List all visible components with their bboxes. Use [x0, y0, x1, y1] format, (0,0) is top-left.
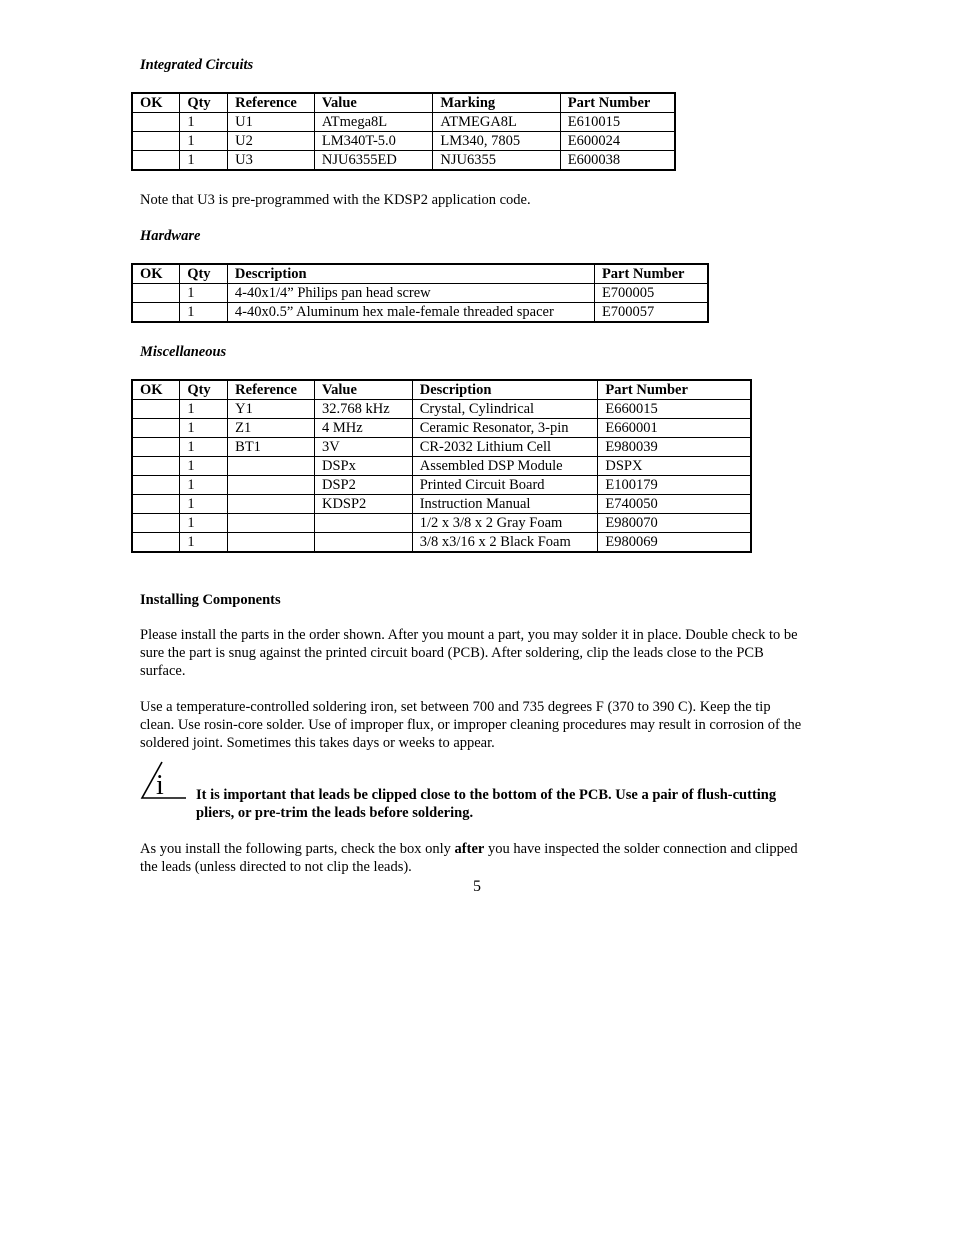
- install-section-title: Installing Components: [140, 592, 281, 608]
- table-cell: DSP2: [314, 476, 412, 495]
- table-cell: 4 MHz: [314, 419, 412, 438]
- table-cell: DSPx: [314, 457, 412, 476]
- column-header: Reference: [228, 93, 315, 113]
- table-cell: [228, 514, 315, 533]
- table-row: [132, 495, 751, 514]
- para3-end: you have inspected the solder connection and clipped the leads (unless directed to not clip the leads).: [140, 841, 798, 875]
- table-cell: LM340T-5.0: [314, 132, 432, 151]
- table-cell: Y1: [228, 400, 315, 419]
- ic-parts-table: [131, 92, 676, 171]
- misc-parts-table: [131, 379, 752, 553]
- table-cell: E980070: [598, 514, 751, 533]
- table-cell: 1: [180, 438, 228, 457]
- table-cell: 4-40x0.5” Aluminum hex male-female threaded spacer: [227, 303, 594, 323]
- ok-checkbox-cell[interactable]: [132, 400, 180, 419]
- table-cell: 1: [180, 303, 228, 323]
- column-header: Part Number: [560, 93, 675, 113]
- table-cell: 1: [180, 113, 228, 132]
- install-paragraph-1: Please install the parts in the order shown. After you mount a part, you may solder it in place. Double check to be sure the part is snug against the printed circuit board (PCB). After soldering, clip the leads close to the PCB surface.: [140, 627, 798, 679]
- table-cell: 1: [180, 419, 228, 438]
- warning-text: It is important that leads be clipped close to the bottom of the PCB. Use a pair of flush-cutting pliers, or pre-trim the leads before soldering.: [196, 787, 777, 821]
- ok-checkbox-cell[interactable]: [132, 438, 180, 457]
- ok-checkbox-cell[interactable]: [132, 533, 180, 553]
- column-header: OK: [132, 264, 180, 284]
- ok-checkbox-cell[interactable]: [132, 303, 180, 323]
- table-cell: [228, 457, 315, 476]
- table-row: [132, 533, 751, 553]
- warning-callout: [140, 760, 820, 830]
- column-header: OK: [132, 380, 180, 400]
- table-row: [132, 132, 675, 151]
- ok-checkbox-cell[interactable]: [132, 419, 180, 438]
- table-row: [132, 400, 751, 419]
- misc-section-title: Miscellaneous: [140, 344, 227, 360]
- table-cell: E600038: [560, 151, 675, 171]
- table-cell: DSPX: [598, 457, 751, 476]
- install-paragraph-3: [140, 840, 805, 876]
- table-cell: 1: [180, 284, 228, 303]
- hardware-parts-table: [131, 263, 709, 323]
- info-warning-icon: [140, 760, 188, 800]
- column-header: Part Number: [598, 380, 751, 400]
- table-cell: 1: [180, 400, 228, 419]
- table-cell: U1: [228, 113, 315, 132]
- table-cell: Z1: [228, 419, 315, 438]
- table-cell: [228, 476, 315, 495]
- table-cell: E700005: [594, 284, 708, 303]
- table-cell: 1: [180, 151, 228, 171]
- table-header-row: [132, 264, 708, 284]
- table-cell: 1: [180, 533, 228, 553]
- table-cell: NJU6355: [433, 151, 560, 171]
- column-header: OK: [132, 93, 180, 113]
- table-cell: E700057: [594, 303, 708, 323]
- column-header: Part Number: [594, 264, 708, 284]
- table-cell: E610015: [560, 113, 675, 132]
- column-header: Value: [314, 93, 432, 113]
- table-cell: E980069: [598, 533, 751, 553]
- table-header-row: [132, 380, 751, 400]
- table-cell: E100179: [598, 476, 751, 495]
- table-cell: KDSP2: [314, 495, 412, 514]
- column-header: Qty: [180, 93, 228, 113]
- table-cell: BT1: [228, 438, 315, 457]
- table-cell: 1: [180, 514, 228, 533]
- ok-checkbox-cell[interactable]: [132, 476, 180, 495]
- install-paragraph-2: Use a temperature-controlled soldering iron, set between 700 and 735 degrees F (370 to 390 C). Keep the tip clean. Use rosin-core solder. Use of improper flux, or improper cleaning procedures may result in corrosion of the soldered joint. Sometimes this takes days or weeks to appear.: [140, 699, 802, 751]
- table-cell: ATmega8L: [314, 113, 432, 132]
- ok-checkbox-cell[interactable]: [132, 457, 180, 476]
- table-cell: E740050: [598, 495, 751, 514]
- ok-checkbox-cell[interactable]: [132, 495, 180, 514]
- table-cell: 1: [180, 132, 228, 151]
- table-row: [132, 284, 708, 303]
- table-row: [132, 457, 751, 476]
- ic-note: Note that U3 is pre-programmed with the KDSP2 application code.: [140, 192, 531, 208]
- table-cell: [228, 533, 315, 553]
- table-cell: E600024: [560, 132, 675, 151]
- table-cell: Printed Circuit Board: [412, 476, 598, 495]
- ok-checkbox-cell[interactable]: [132, 514, 180, 533]
- para3-start: As you install the following parts, check the box only: [140, 841, 455, 857]
- table-row: [132, 113, 675, 132]
- table-cell: Crystal, Cylindrical: [412, 400, 598, 419]
- column-header: Marking: [433, 93, 560, 113]
- table-cell: 4-40x1/4” Philips pan head screw: [227, 284, 594, 303]
- ok-checkbox-cell[interactable]: [132, 151, 180, 171]
- table-cell: [314, 514, 412, 533]
- table-cell: E980039: [598, 438, 751, 457]
- table-cell: 1: [180, 495, 228, 514]
- table-cell: E660015: [598, 400, 751, 419]
- table-row: [132, 303, 708, 323]
- table-cell: 32.768 kHz: [314, 400, 412, 419]
- table-cell: [314, 533, 412, 553]
- table-row: [132, 438, 751, 457]
- table-cell: U2: [228, 132, 315, 151]
- table-cell: 1/2 x 3/8 x 2 Gray Foam: [412, 514, 598, 533]
- ok-checkbox-cell[interactable]: [132, 132, 180, 151]
- table-cell: U3: [228, 151, 315, 171]
- page-number: 5: [473, 878, 481, 895]
- ok-checkbox-cell[interactable]: [132, 113, 180, 132]
- table-row: [132, 514, 751, 533]
- column-header: Qty: [180, 264, 228, 284]
- svg-text:i: i: [156, 770, 164, 800]
- table-row: [132, 151, 675, 171]
- table-row: [132, 419, 751, 438]
- table-cell: Ceramic Resonator, 3-pin: [412, 419, 598, 438]
- table-header-row: [132, 93, 675, 113]
- table-cell: Assembled DSP Module: [412, 457, 598, 476]
- column-header: Value: [314, 380, 412, 400]
- table-cell: NJU6355ED: [314, 151, 432, 171]
- hw-section-title: Hardware: [140, 228, 201, 244]
- column-header: Qty: [180, 380, 228, 400]
- table-cell: LM340, 7805: [433, 132, 560, 151]
- table-cell: [228, 495, 315, 514]
- table-cell: CR-2032 Lithium Cell: [412, 438, 598, 457]
- table-cell: 1: [180, 457, 228, 476]
- ic-section-title: Integrated Circuits: [140, 57, 254, 73]
- column-header: Reference: [228, 380, 315, 400]
- table-cell: Instruction Manual: [412, 495, 598, 514]
- table-cell: 3V: [314, 438, 412, 457]
- ok-checkbox-cell[interactable]: [132, 284, 180, 303]
- table-cell: ATMEGA8L: [433, 113, 560, 132]
- column-header: Description: [227, 264, 594, 284]
- table-cell: 3/8 x3/16 x 2 Black Foam: [412, 533, 598, 553]
- table-cell: 1: [180, 476, 228, 495]
- para3-emphasis: after: [454, 841, 485, 857]
- table-cell: E660001: [598, 419, 751, 438]
- table-row: [132, 476, 751, 495]
- column-header: Description: [412, 380, 598, 400]
